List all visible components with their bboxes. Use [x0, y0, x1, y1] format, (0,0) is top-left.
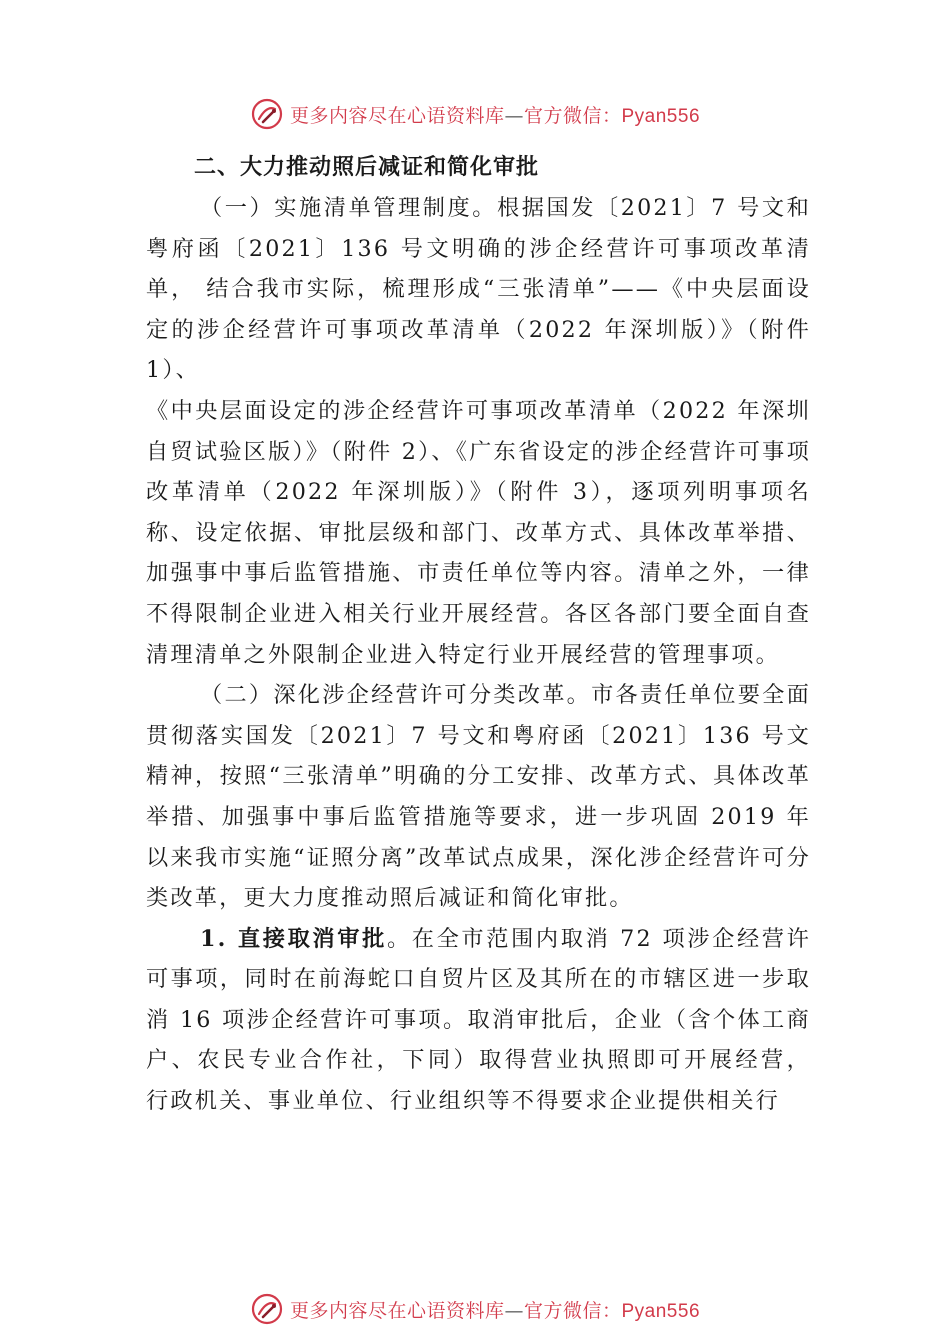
- watermark-id: Pyan556: [621, 1300, 701, 1322]
- watermark-brand: 更多内容尽在心语资料库: [289, 1299, 505, 1322]
- paragraph-4-lead: 1. 直接取消审批: [200, 925, 387, 952]
- watermark-header: [0, 94, 950, 134]
- document-body: [146, 148, 811, 1122]
- watermark-id: Pyan556: [621, 105, 701, 127]
- paragraph-4-text: 。在全市范围内取消 72 项涉企经营许可事项，同时在前海蛇口自贸片区及其所在的市辖区进一步取消 16 项涉企经营许可事项。取消审批后，企业（含个体工商户、农民专业合作社，下同）取得营业执照即可开展经营， 行政机关、事业单位、行业组织等不得要求企业提供相关行: [146, 925, 812, 1115]
- watermark-separator: —: [504, 104, 524, 127]
- watermark-suffix: 官方微信：: [523, 104, 622, 127]
- watermark-text: [290, 101, 700, 128]
- watermark-text: [290, 1296, 700, 1323]
- section-heading: 二、大力推动照后减证和简化审批: [194, 155, 540, 180]
- brand-logo-icon: [250, 97, 284, 131]
- watermark-separator: —: [504, 1299, 524, 1322]
- brand-logo-icon: [250, 1292, 284, 1326]
- paragraph-2: 《中央层面设定的涉企经营许可事项改革清单（2022 年深圳自贸试验区版）》（附件 2）、《广东省设定的涉企经营许可事项改革清单（2022 年深圳版）》（附件 3），逐项列明事项名称、设定依据、审批层级和部门、改革方式、具体改革举措、加强事中事后监管措施、市责任单位等内容。清单之外，一律不得限制企业进入相关行业开展经营。各区各部门要全面自查清理清单之外限制企业进入特定行业开展经营的管理事项。: [146, 397, 811, 668]
- paragraph-4: [146, 919, 811, 1122]
- paragraph-3: （二）深化涉企经营许可分类改革。市各责任单位要全面贯彻落实国发〔2021〕7 号文和粤府函〔2021〕136 号文精神，按照“三张清单”明确的分工安排、改革方式、具体改革举措、加强事中事后监管措施等要求，进一步巩固 2019 年以来我市实施“证照分离”改革试点成果，深化涉企经营许可分类改革，更大力度推动照后减证和简化审批。: [146, 682, 811, 912]
- paragraph-1: （一）实施清单管理制度。根据国发〔2021〕7 号文和粤府函〔2021〕136 号文明确的涉企经营许可事项改革清单， 结合我市实际，梳理形成“三张清单”——《中央层面设定的涉企经营许可事项改革清单（2022 年深圳版）》（附件 1）、: [146, 195, 811, 384]
- watermark-suffix: 官方微信：: [523, 1299, 622, 1322]
- watermark-footer: [0, 1289, 950, 1329]
- watermark-brand: 更多内容尽在心语资料库: [289, 104, 505, 127]
